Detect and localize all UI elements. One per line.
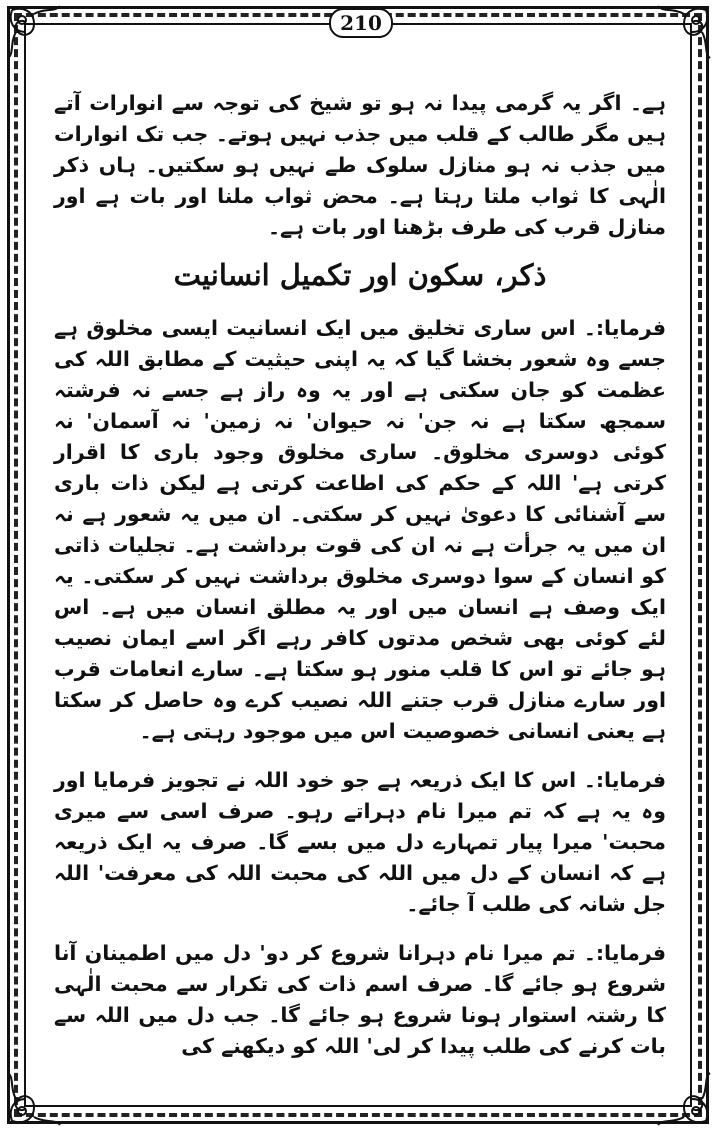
page-body [54,88,666,1062]
paragraph-spacer [54,747,666,765]
flower-ornament-icon [4,1067,66,1129]
flower-ornament-icon [4,2,66,64]
paragraph-2: فرمایا:۔ اس کا ایک ذریعہ ہے جو خود اللہ نے تجویز فرمایا اور وہ یہ ہے کہ تم میرا نام دہراتے رہو۔ صرف اسی سے میری محبت' میرا پیار تمہارے دل میں بسے گا۔ صرف یہ ایک ذریعہ ہے کہ انسان کے دل میں اللہ کی محبت اللہ کی معرفت' اللہ جل شانہ کی طلب آ جائے۔ [54,768,666,916]
section-heading: ذکر، سکون اور تکمیل انسانیت [173,258,547,292]
intro-paragraph: ہے۔ اگر یہ گرمی پیدا نہ ہو تو شیخ کی توجہ سے انوارات آتے ہیں مگر طالب کے قلب میں جذب نہیں ہوتے۔ جب تک انوارات میں جذب نہ ہو منازل سلوک طے نہیں ہو سکتیں۔ ہاں ذکر الٰہی کا ثواب ملتا رہتا ہے۔ محض ثواب ملنا اور بات ہے اور منازل قرب کی طرف بڑھنا اور بات ہے۔ [54,91,666,239]
flower-ornament-icon [652,1067,714,1129]
paragraph-3: فرمایا:۔ تم میرا نام دہرانا شروع کر دو' دل میں اطمینان آنا شروع ہو جائے گا۔ صرف اسم ذات کی تکرار سے محبت الٰہی کا رشتہ استوار ہونا شروع ہو جائے گا۔ جب دل میں اللہ سے بات کرنے کی طلب پیدا کر لی' اللہ کو دیکھنے کی [54,941,666,1058]
paragraph-spacer [54,920,666,938]
flower-ornament-icon [652,2,714,64]
page-number: 210 [329,8,393,38]
paragraph-1: فرمایا:۔ اس ساری تخلیق میں ایک انسانیت ایسی مخلوق ہے جسے وہ شعور بخشا گیا کہ یہ اپنی حیثیت کے مطابق اللہ کی عظمت کو جان سکتی ہے اور یہ وہ راز ہے جسے نہ فرشتہ سمجھ سکتا ہے نہ جن' نہ حیوان' نہ زمین' نہ آسمان' نہ کوئی دوسری مخلوق۔ ساری مخلوق وجود باری کا اقرار کرتی ہے' اللہ کے حکم کی اطاعت کرتی ہے لیکن ذات باری سے آشنائی کا دعویٰ نہیں کر سکتی۔ ان میں یہ شعور ہے نہ ان میں یہ جرأت ہے نہ ان کی قوت برداشت ہے۔ تجلیات ذاتی کو انسان کے سوا دوسری مخلوق برداشت نہیں کر سکتی۔ یہ ایک وصف ہے انسان میں اور یہ مطلق انسان میں ہے۔ اس لئے کوئی بھی شخص مدتوں کافر رہے اگر اسے ایمان نصیب ہو جائے تو اس کا قلب منور ہو سکتا ہے۔ سارے انعامات قرب اور سارے منازل قرب جتنے اللہ نصیب کرے وہ حاصل کر سکتا ہے یعنی انسانی خصوصیت اس میں موجود رہتی ہے۔ [54,316,666,743]
